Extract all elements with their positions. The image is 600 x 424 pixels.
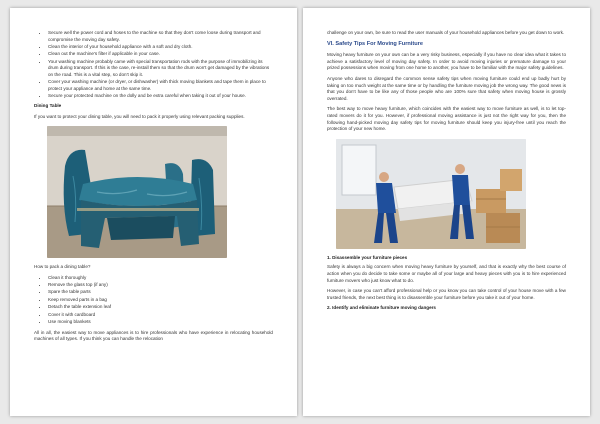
paragraph: Moving heavy furniture on your own can be a very risky business, especially if you have no clear idea what it takes to achieve a satisfactory level of moving day safety. In order to avoid moving injuries or premature damage to your prized possessions when moving from one home to another, you have to be familiar with the major safety guidelines. bbox=[327, 52, 566, 71]
paragraph: However, in case you can't afford professional help or you know you can take control of your house move with a few trusted friends, the next best thing is to disassemble your furniture before you take it out of your home. bbox=[327, 288, 566, 300]
left-column bbox=[34, 30, 273, 347]
list-item: • Use moving blankets bbox=[48, 319, 273, 326]
continued-paragraph: challenge on your own, be sure to read the user manuals of your household appliances before you get down to work. bbox=[327, 30, 565, 35]
movers-photo bbox=[336, 139, 526, 249]
list-item: • Cover your washing machine (or dryer, or dishwasher) with thick moving blankets and tape them in place to protect your appliance and home at the same time. bbox=[48, 79, 273, 92]
list-item: • Spare the table parts bbox=[48, 289, 273, 296]
right-page bbox=[303, 8, 590, 416]
subheading-disassemble: 1. Disassemble your furniture pieces bbox=[327, 254, 408, 260]
paragraph: The best way to move heavy furniture, which coincides with the easiest way to move furniture as well, is to let top-rated movers do it for you. However, if professional moving assistance is just not the right way for you, then the following hand-picked moving day safety tips for moving furniture should keep you injury-free until you reach the protection of your new home. bbox=[327, 106, 566, 132]
paragraph: Safety is always a big concern when moving heavy furniture by yourself, and that is exactly why the best course of action when you do decide to take some or maybe all of your large and heavy pieces with you is to hire experienced furniture movers who just know what to do. bbox=[327, 264, 566, 283]
list-item: • Your washing machine probably came with special transportation rods with the purpose of immobilizing its drum during transport. If this is the case, re-install them so that the drum won't get damaged by the vibrations on the road. This is a vital step, so don't skip it. bbox=[48, 59, 273, 79]
list-item: • Clean the interior of your household appliance with a soft and dry cloth. bbox=[48, 44, 273, 51]
subheading-dangers: 2. Identify and eliminate furniture moving dangers bbox=[327, 305, 436, 311]
dining-tips-list bbox=[34, 275, 273, 326]
dining-table-heading: Dining Table bbox=[34, 102, 62, 108]
list-item: • Secure well the power cord and hoses to the machine so that they don't come loose during transport and compromise the moving day safety. bbox=[48, 30, 273, 43]
closing-paragraph: All in all, the easiest way to move appliances is to hire professionals who have experience in relocating household machines of all types. If you think you can handle the relocation bbox=[34, 329, 273, 342]
list-item: • Remove the glass top (if any) bbox=[48, 282, 273, 289]
list-item: • Detach the table extension leaf bbox=[48, 304, 273, 311]
left-page bbox=[10, 8, 297, 416]
list-item: • Clean it thoroughly bbox=[48, 275, 273, 282]
how-to-pack-question: How to pack a dining table? bbox=[34, 264, 91, 270]
right-column bbox=[327, 30, 566, 312]
section-title: VI. Safety Tips For Moving Furniture bbox=[327, 40, 423, 47]
list-item: • Keep removed parts in a bag bbox=[48, 297, 273, 304]
appliance-tips-list bbox=[34, 30, 273, 100]
dining-table-photo bbox=[47, 126, 227, 258]
list-item: • Secure your protected machine on the dolly and be extra careful when taking it out of your house. bbox=[48, 93, 273, 100]
list-item: • Clean out the machine's filter if applicable in your case. bbox=[48, 51, 273, 58]
paragraph: Anyone who dares to disregard the common sense safety tips when moving furniture could end up badly hurt by taking on too much weight at the same time or by handling the furniture moving job the wrong way. The good news is that you don't have to be like any of those people who are 100% sure that safety when moving house is grossly overrated. bbox=[327, 75, 566, 101]
dining-intro: If you want to protect your dining table, you will need to pack it properly using relevant packing supplies. bbox=[34, 113, 245, 119]
list-item: • Cover it with cardboard bbox=[48, 312, 273, 319]
